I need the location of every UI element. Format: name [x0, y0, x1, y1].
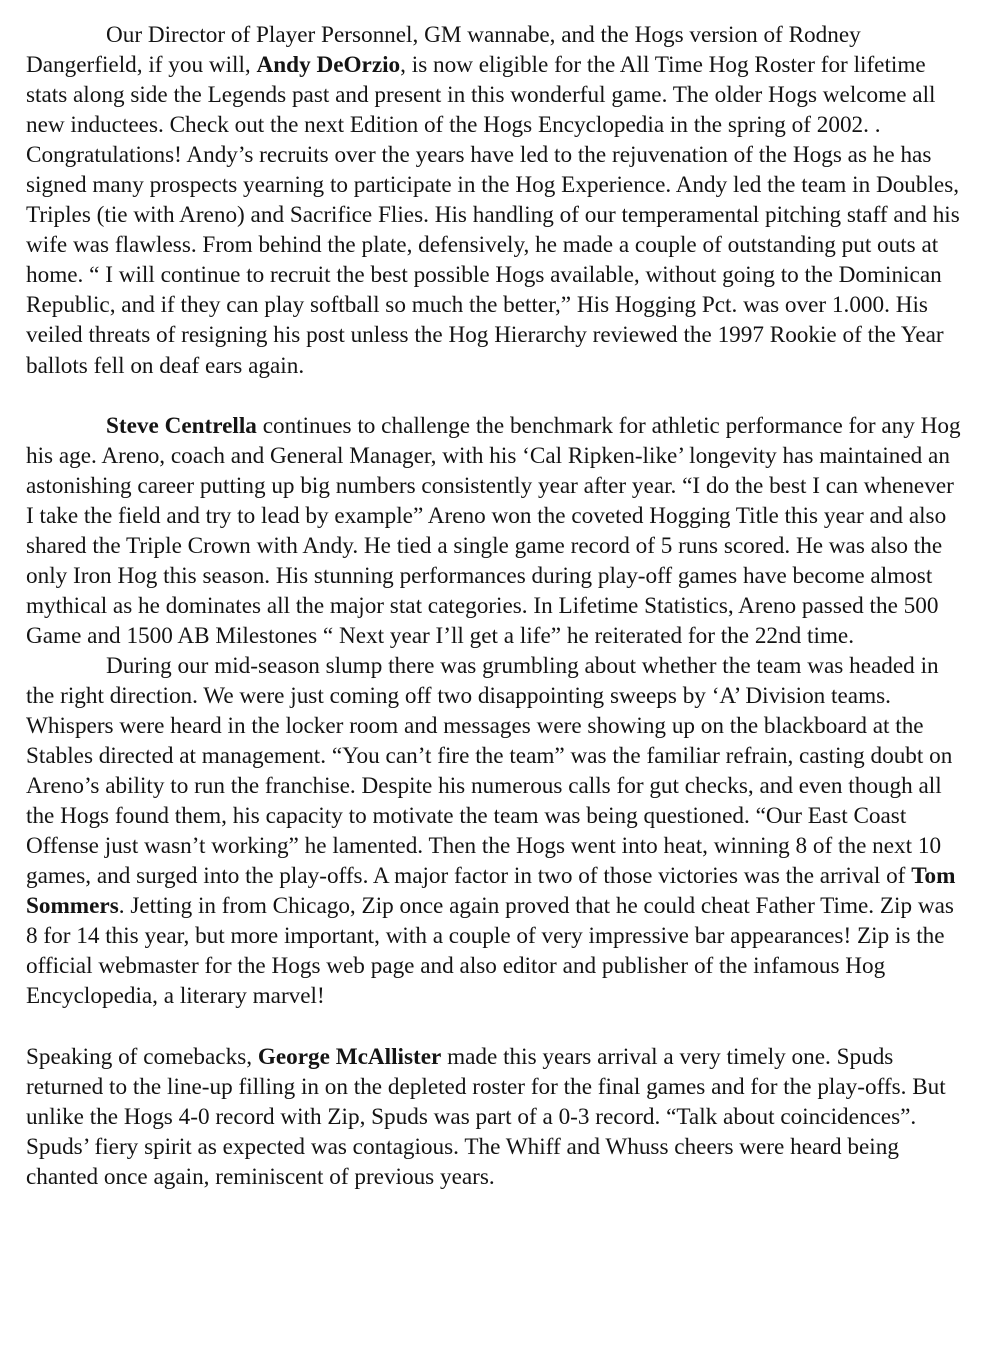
text-run: , is now eligible for the All Time Hog Roster for lifetime stats along side the Legends past and present in this wonderful game. The older Hogs welcome all new inductees. Check out the next Edition of the Hogs Encyclopedia in the spring of 2002. . Congratulations! Andy’s recruits over the years have led to the rejuvenation of the Hogs as he has signed many prospects yearning to participate in the Hog Experience. Andy led the team in Doubles, Triples (tie with Areno) and Sacrifice Flies. His handling of our temperamental pitching staff and his wife was flawless. From behind the plate, defensively, he made a couple of outstanding put outs at home. “ I will continue to recruit the best possible Hogs available, without going to the Dominican Republic, and if they can play softball so much the better,” His Hogging Pct. was over 1.000. His veiled threats of resigning his post unless the Hog Hierarchy reviewed the 1997 Rookie of the Year ballots fell on deaf ears again. — [26, 52, 960, 379]
text-run: made this years arrival a very timely one. Spuds returned to the line-up filling in on the depleted roster for the final games and for the play-offs. But unlike the Hogs 4-0 record with Zip, Spuds was part of a 0-3 record. “Talk about coincidences”. Spuds’ fiery spirit as expected was contagious. The Whiff and Whuss cheers were heard being chanted once again, reminiscent of previous years. — [26, 1043, 946, 1190]
text-run: continues to challenge the benchmark for athletic performance for any Hog his age. Areno, coach and General Manager, with his ‘Cal Ripken-like’ longevity has maintained an astonishing career putting up big numbers consistently year after year. “I do the best I can whenever I take the field and try to lead by example” Areno won the coveted Hogging Title this year and also shared the Triple Crown with Andy. He tied a single game record of 5 runs scored. He was also the only Iron Hog this season. His stunning performances during play-off games have become almost mythical as he dominates all the major stat categories. In Lifetime Statistics, Areno passed the 500 Game and 1500 AB Milestones “ Next year I’ll get a life” he reiterated for the 22nd time. — [26, 412, 961, 649]
text-run: Our Director of Player Personnel, GM wannabe, and the Hogs version of Rodney Dangerfield, if you will, — [26, 22, 861, 79]
paragraph-andy-deorzio — [26, 20, 966, 381]
player-name-george-mcallister: George McAllister — [257, 1043, 442, 1070]
player-name-steve-centrella: Steve Centrella — [106, 412, 257, 439]
paragraph-george-mcallister — [26, 1042, 966, 1192]
paragraph-steve-centrella — [26, 411, 966, 651]
text-run: Speaking of comebacks, — [26, 1043, 258, 1070]
player-name-tom-sommers: Tom Sommers — [26, 863, 956, 920]
text-run: During our mid-season slump there was grumbling about whether the team was headed in the right direction. We were just coming off two disappointing sweeps by ‘A’ Division teams. Whispers were heard in the locker room and messages were showing up on the blackboard at the Stables directed at management. “You can’t fire the team” was the familiar refrain, casting doubt on Areno’s ability to run the franchise. Despite his numerous calls for gut checks, and even though all the Hogs found them, his capacity to motivate the team was being questioned. “Our East Coast Offense just wasn’t working” he lamented. Then the Hogs went into heat, winning 8 of the next 10 games, and surged into the play-offs. A major factor in two of those victories was the arrival of — [26, 652, 953, 890]
text-run: . Jetting in from Chicago, Zip once again proved that he could cheat Father Time. Zip was 8 for 14 this year, but more important, with a couple of very impressive bar appearances! Zip is the official webmaster for the Hogs web page and also editor and publisher of the infamous Hog Encyclopedia, a literary marvel! — [26, 893, 954, 1010]
paragraph-mid-season-slump — [26, 651, 966, 1012]
player-name-andy-deorzio: Andy DeOrzio — [256, 52, 401, 79]
